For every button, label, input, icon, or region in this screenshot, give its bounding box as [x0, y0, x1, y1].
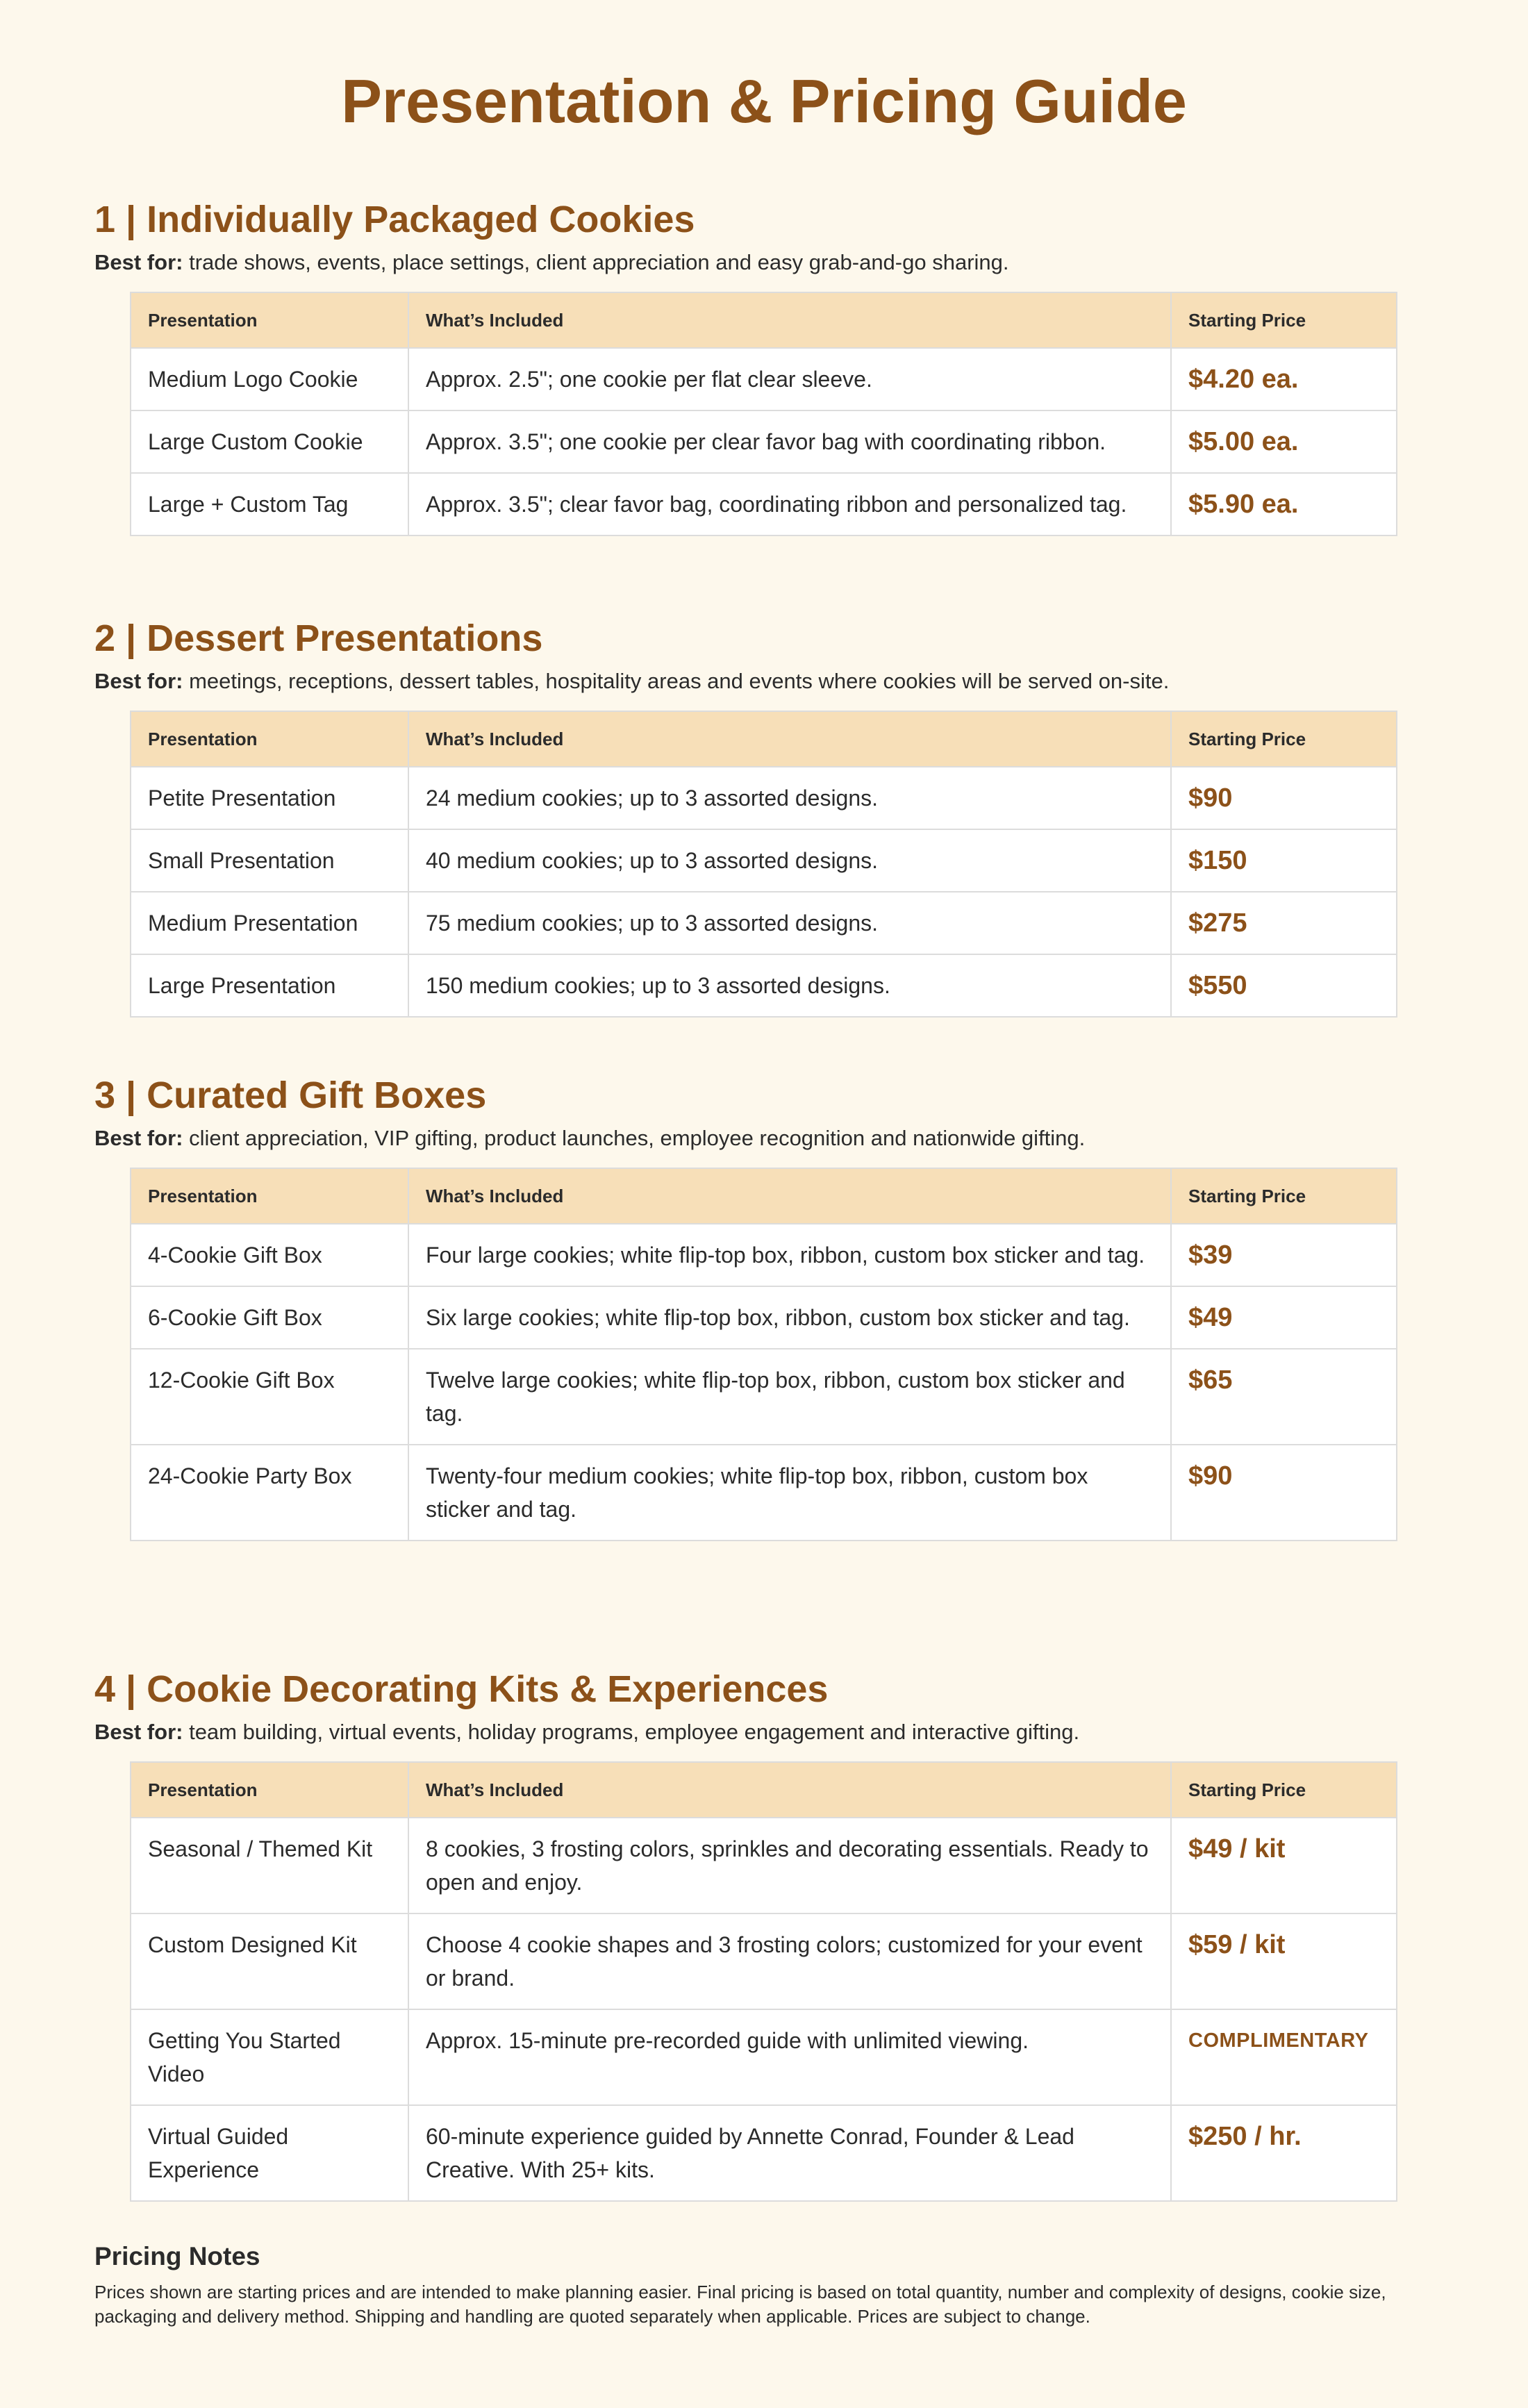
section-heading: 3 | Curated Gift Boxes — [94, 1074, 487, 1116]
section-heading: 4 | Cookie Decorating Kits & Experiences — [94, 1668, 829, 1710]
column-header-included: What’s Included — [408, 292, 1171, 348]
presentation-cell: 4-Cookie Gift Box — [131, 1224, 408, 1286]
price-cell: $39 — [1171, 1224, 1397, 1286]
section-dessert-presentations — [94, 616, 1434, 1018]
presentation-cell: 24-Cookie Party Box — [131, 1445, 408, 1541]
price-cell: $90 — [1171, 767, 1397, 829]
price-cell: COMPLIMENTARY — [1171, 2009, 1397, 2105]
column-header-included: What’s Included — [408, 711, 1171, 767]
pricing-table — [130, 1761, 1397, 2202]
notes-text: Prices shown are starting prices and are intended to make planning easier. Final pricing is based on total quantity, number and complexity of designs, cookie size, packaging and delivery method. Shipping and handling are quoted separately when applicable. Prices are subject to change. — [94, 2282, 1386, 2327]
best-for-line — [94, 1124, 1434, 1152]
best-for-label: Best for: — [94, 1720, 183, 1744]
price-cell: $90 — [1171, 1445, 1397, 1541]
section-heading: 1 | Individually Packaged Cookies — [94, 199, 695, 240]
presentation-cell: Medium Presentation — [131, 892, 408, 954]
table-row — [131, 410, 1397, 473]
pricing-table — [130, 292, 1397, 536]
column-header-price: Starting Price — [1171, 711, 1397, 767]
table-header-row — [131, 292, 1397, 348]
table-row — [131, 1349, 1397, 1445]
table-row — [131, 2105, 1397, 2201]
price-cell: $150 — [1171, 829, 1397, 892]
presentation-cell: Custom Designed Kit — [131, 1913, 408, 2009]
presentation-cell: Large + Custom Tag — [131, 473, 408, 535]
column-header-price: Starting Price — [1171, 1168, 1397, 1224]
presentation-cell: Medium Logo Cookie — [131, 348, 408, 410]
best-for-text: team building, virtual events, holiday programs, employee engagement and interactive gifting. — [189, 1720, 1080, 1744]
best-for-label: Best for: — [94, 669, 183, 693]
table-header-row — [131, 1168, 1397, 1224]
price-cell: $5.00 ea. — [1171, 410, 1397, 473]
included-cell: Choose 4 cookie shapes and 3 frosting colors; customized for your event or brand. — [408, 1913, 1171, 2009]
column-header-presentation: Presentation — [131, 1762, 408, 1818]
table-row — [131, 892, 1397, 954]
pricing-table — [130, 1168, 1397, 1541]
table-row — [131, 1818, 1397, 1913]
column-header-price: Starting Price — [1171, 292, 1397, 348]
table-header-row — [131, 711, 1397, 767]
best-for-text: client appreciation, VIP gifting, product launches, employee recognition and nationwide gifting. — [189, 1126, 1086, 1150]
table-row — [131, 954, 1397, 1017]
table-row — [131, 473, 1397, 535]
included-cell: Six large cookies; white flip-top box, ribbon, custom box sticker and tag. — [408, 1286, 1171, 1349]
included-cell: Twelve large cookies; white flip-top box, ribbon, custom box sticker and tag. — [408, 1349, 1171, 1445]
section-decorating-kits — [94, 1667, 1434, 2202]
section-heading: 2 | Dessert Presentations — [94, 617, 543, 659]
presentation-cell: 6-Cookie Gift Box — [131, 1286, 408, 1349]
best-for-label: Best for: — [94, 250, 183, 274]
presentation-cell: Petite Presentation — [131, 767, 408, 829]
table-row — [131, 2009, 1397, 2105]
column-header-price: Starting Price — [1171, 1762, 1397, 1818]
best-for-text: meetings, receptions, dessert tables, hospitality areas and events where cookies will be served on-site. — [189, 669, 1170, 693]
presentation-cell: Virtual Guided Experience — [131, 2105, 408, 2201]
included-cell: 24 medium cookies; up to 3 assorted designs. — [408, 767, 1171, 829]
pricing-table — [130, 711, 1397, 1018]
column-header-included: What’s Included — [408, 1762, 1171, 1818]
table-row — [131, 1286, 1397, 1349]
table-row — [131, 1913, 1397, 2009]
included-cell: 8 cookies, 3 frosting colors, sprinkles and decorating essentials. Ready to open and enjoy. — [408, 1818, 1171, 1913]
price-cell: $550 — [1171, 954, 1397, 1017]
price-cell: $65 — [1171, 1349, 1397, 1445]
page-title: Presentation & Pricing Guide — [341, 67, 1187, 135]
price-cell: $5.90 ea. — [1171, 473, 1397, 535]
table-header-row — [131, 1762, 1397, 1818]
column-header-presentation: Presentation — [131, 1168, 408, 1224]
table-row — [131, 1445, 1397, 1541]
included-cell: 150 medium cookies; up to 3 assorted designs. — [408, 954, 1171, 1017]
price-cell: $59 / kit — [1171, 1913, 1397, 2009]
included-cell: Approx. 2.5"; one cookie per flat clear sleeve. — [408, 348, 1171, 410]
price-cell: $4.20 ea. — [1171, 348, 1397, 410]
presentation-cell: Getting You Started Video — [131, 2009, 408, 2105]
presentation-cell: Seasonal / Themed Kit — [131, 1818, 408, 1913]
included-cell: Approx. 3.5"; clear favor bag, coordinating ribbon and personalized tag. — [408, 473, 1171, 535]
section-individually-packaged — [94, 197, 1434, 536]
price-cell: $49 — [1171, 1286, 1397, 1349]
included-cell: Approx. 15-minute pre-recorded guide with unlimited viewing. — [408, 2009, 1171, 2105]
column-header-presentation: Presentation — [131, 292, 408, 348]
best-for-line — [94, 249, 1434, 276]
table-row — [131, 829, 1397, 892]
included-cell: 60-minute experience guided by Annette Conrad, Founder & Lead Creative. With 25+ kits. — [408, 2105, 1171, 2201]
price-cell: $275 — [1171, 892, 1397, 954]
price-cell: $49 / kit — [1171, 1818, 1397, 1913]
best-for-line — [94, 1718, 1434, 1746]
column-header-presentation: Presentation — [131, 711, 408, 767]
best-for-text: trade shows, events, place settings, client appreciation and easy grab-and-go sharing. — [189, 250, 1009, 274]
notes-heading: Pricing Notes — [94, 2242, 260, 2270]
included-cell: 75 medium cookies; up to 3 assorted designs. — [408, 892, 1171, 954]
table-row — [131, 348, 1397, 410]
price-cell: $250 / hr. — [1171, 2105, 1397, 2201]
presentation-cell: 12-Cookie Gift Box — [131, 1349, 408, 1445]
included-cell: Twenty-four medium cookies; white flip-top box, ribbon, custom box sticker and tag. — [408, 1445, 1171, 1541]
section-curated-gift-boxes — [94, 1073, 1434, 1541]
table-row — [131, 767, 1397, 829]
presentation-cell: Small Presentation — [131, 829, 408, 892]
best-for-label: Best for: — [94, 1126, 183, 1150]
included-cell: 40 medium cookies; up to 3 assorted designs. — [408, 829, 1171, 892]
pricing-notes — [94, 2241, 1434, 2329]
included-cell: Approx. 3.5"; one cookie per clear favor bag with coordinating ribbon. — [408, 410, 1171, 473]
presentation-cell: Large Presentation — [131, 954, 408, 1017]
column-header-included: What’s Included — [408, 1168, 1171, 1224]
best-for-line — [94, 667, 1434, 695]
table-row — [131, 1224, 1397, 1286]
included-cell: Four large cookies; white flip-top box, ribbon, custom box sticker and tag. — [408, 1224, 1171, 1286]
presentation-cell: Large Custom Cookie — [131, 410, 408, 473]
